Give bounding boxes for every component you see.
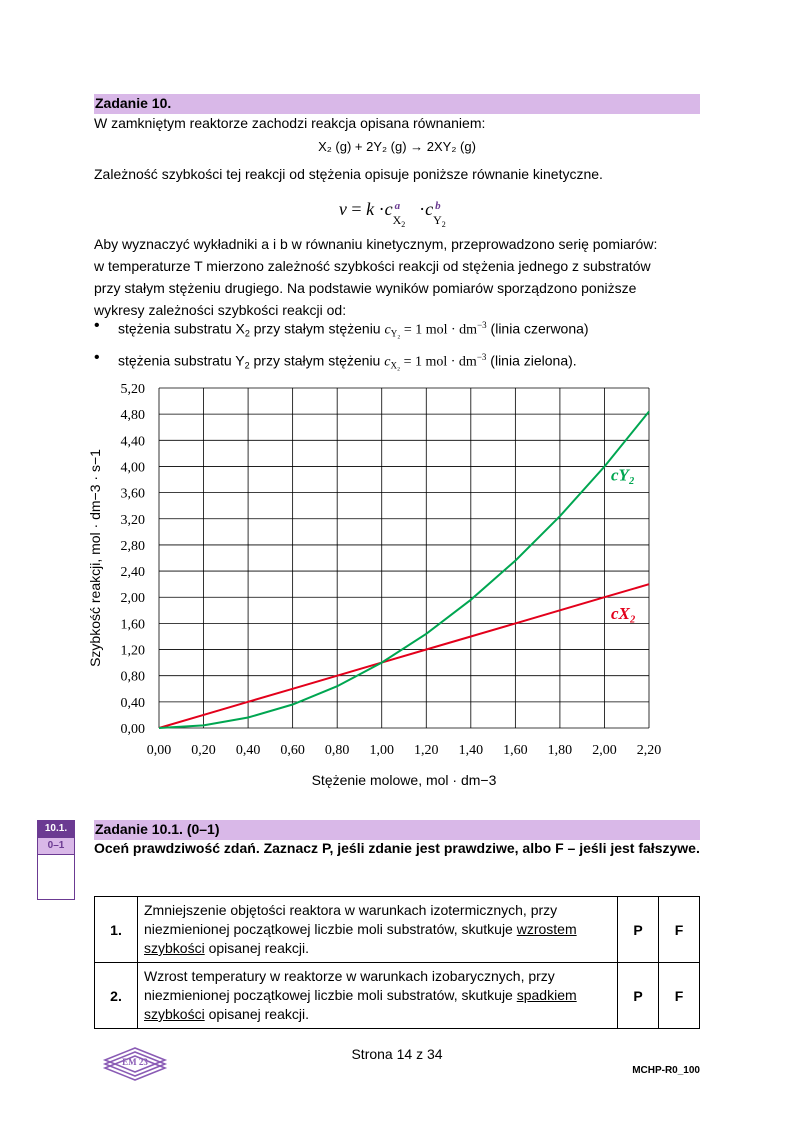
row-statement [138, 963, 618, 1029]
task-title: Zadanie 10. [95, 95, 172, 111]
bullet-var-sub: Y₂ [390, 328, 401, 339]
x-tick-label: 1,40 [458, 743, 484, 758]
bullet-exp: −3 [477, 320, 487, 330]
true-false-table [94, 896, 700, 1029]
sub-y-2: 2 [441, 219, 446, 229]
x-tick-label: 2,00 [592, 743, 617, 758]
y-tick-label: 4,40 [120, 434, 145, 450]
x-tick-label: 0,60 [280, 743, 305, 758]
rate-dot-1: · [378, 199, 385, 219]
x-axis-label: Stężenie molowe, mol · dm−3 [311, 772, 497, 788]
x-tick-label: 2,20 [636, 743, 662, 758]
kinetic-intro: Zależność szybkości tej reakcji od stężenia opisuje poniższe równanie kinetyczne. [94, 166, 603, 182]
bullet-lead-sub: 2 [244, 328, 250, 339]
task-intro: W zamkniętym reaktorze zachodzi reakcja opisana równaniem: [94, 115, 486, 131]
x-tick-label: 0,80 [324, 743, 350, 758]
series-line [159, 584, 649, 728]
statement-tail: opisanej reakcji. [204, 1006, 309, 1022]
bullet-var: c [384, 322, 391, 338]
chart-grid [159, 388, 649, 728]
statement-underlined: spadkiem szybkości [144, 987, 577, 1022]
option-p[interactable]: P [618, 963, 659, 1029]
row-statement [138, 897, 618, 963]
y-tick-label: 3,60 [120, 486, 145, 502]
series-label: cY₂ [611, 465, 635, 485]
table-row [95, 963, 700, 1029]
bullet-lead-sub: 2 [244, 360, 250, 371]
subtask-instruction: Oceń prawdziwość zdań. Zaznacz P, jeśli zdanie jest prawdziwe, albo F – jeśli jest fałszywe. [94, 840, 700, 856]
y-tick-label: 4,80 [120, 408, 145, 424]
x-tick-label: 1,20 [414, 743, 439, 758]
bullet-var: c [384, 354, 391, 370]
y-tick-label: 5,20 [120, 382, 145, 397]
score-id: 10.1. [38, 821, 74, 837]
score-points: 0–1 [38, 837, 74, 854]
x-tick-label: 0,20 [191, 743, 216, 758]
task-title-bar [94, 94, 700, 114]
bullet-tail: (linia zielona). [486, 352, 577, 369]
y-tick-label: 2,80 [120, 538, 145, 554]
option-f[interactable]: F [659, 897, 700, 963]
statement-underlined: wzrostem szybkości [144, 921, 577, 956]
bullet-lead: stężenia substratu X [118, 320, 245, 337]
y-tick-label: 4,00 [120, 460, 145, 476]
bullet-tail: (linia czerwona) [486, 320, 589, 337]
statement-text: Zmniejszenie objętości reaktora w warunkach izotermicznych, przy niezmienionej początkowej liczbie moli substratów, skutkuje [144, 902, 558, 937]
score-blank [38, 854, 74, 899]
series-labels [611, 465, 636, 623]
bullet-list [94, 314, 714, 377]
rate-equation [94, 196, 700, 229]
logo-text: EM 23 [122, 1057, 148, 1067]
subtask-title: Zadanie 10.1. (0–1) [95, 821, 220, 837]
x-tick-label: 0,40 [235, 743, 261, 758]
exp-b: b [435, 199, 441, 212]
desc-paragraph [94, 233, 704, 321]
sub-x: X [392, 212, 402, 227]
exp-a: a [394, 199, 401, 212]
rate-chart [0, 375, 794, 795]
reaction-equation: X₂ (g) + 2Y₂ (g) → 2XY₂ (g) [318, 139, 476, 154]
bullet-value: = 1 mol · dm [400, 322, 478, 338]
score-box [37, 820, 75, 900]
y-tick-labels [121, 382, 146, 737]
series-line [159, 412, 649, 729]
x-tick-label: 1,60 [503, 743, 528, 758]
option-f[interactable]: F [659, 963, 700, 1029]
y-axis-label: Szybkość reakcji, mol · dm−3 · s−1 [87, 449, 103, 667]
row-number: 2. [95, 963, 138, 1029]
rate-v: v [338, 199, 347, 219]
y-tick-label: 2,40 [120, 565, 145, 581]
bullet-mid: przy stałym stężeniu [249, 320, 385, 337]
table-row [95, 897, 700, 963]
rate-k: k [366, 199, 375, 219]
y-tick-label: 1,60 [120, 617, 145, 633]
y-tick-label: 1,20 [120, 643, 145, 659]
exam-code: MCHP-R0_100 [632, 1065, 700, 1076]
sub-y: Y [433, 212, 442, 227]
desc-line-4: wykresy zależności szybkości reakcji od: [94, 302, 347, 318]
bullet-exp: −3 [476, 351, 487, 362]
y-tick-label: 0,00 [120, 722, 145, 737]
bullet-item-green [94, 346, 714, 378]
x-tick-labels [147, 743, 662, 758]
y-tick-label: 2,00 [120, 591, 145, 607]
x-tick-label: 1,80 [547, 743, 573, 758]
desc-line-2: w temperaturze T mierzono zależność szybkości reakcji od stężenia jednego z substratów [94, 258, 651, 274]
bullet-item-red [94, 314, 714, 346]
page-number: Strona 14 z 34 [351, 1046, 443, 1062]
y-tick-label: 0,40 [120, 695, 145, 711]
bullet-value: = 1 mol · dm [400, 354, 477, 370]
y-tick-label: 3,20 [120, 512, 145, 528]
bullet-mid: przy stałym stężeniu [249, 352, 385, 369]
x-tick-label: 1,00 [369, 743, 394, 758]
desc-line-3: przy stałym stężeniu drugiego. Na podstawie wyników pomiarów sporządzono poniższe [94, 280, 637, 296]
bullet-var-sub: X₂ [390, 360, 401, 371]
rate-c-x: c [384, 199, 393, 219]
option-p[interactable]: P [618, 897, 659, 963]
chart-series [159, 412, 649, 729]
statement-text: Wzrost temperatury w reaktorze w warunkach izobarycznych, przy niezmienionej początkowej liczbie moli substratów, skutkuje [144, 968, 555, 1003]
desc-line-1: Aby wyznaczyć wykładniki a i b w równaniu kinetycznym, przeprowadzono serię pomiarów: [94, 236, 658, 252]
y-tick-label: 0,80 [120, 669, 145, 685]
statement-tail: opisanej reakcji. [204, 940, 309, 956]
rate-c-y: c [425, 199, 434, 219]
rate-dot-2: · [419, 199, 426, 219]
rate-eq: = [351, 199, 362, 219]
series-label: cX₂ [611, 604, 636, 624]
bullet-lead: stężenia substratu Y [118, 352, 245, 369]
sub-x-2: 2 [401, 219, 406, 229]
row-number: 1. [95, 897, 138, 963]
x-tick-label: 0,00 [146, 743, 172, 758]
